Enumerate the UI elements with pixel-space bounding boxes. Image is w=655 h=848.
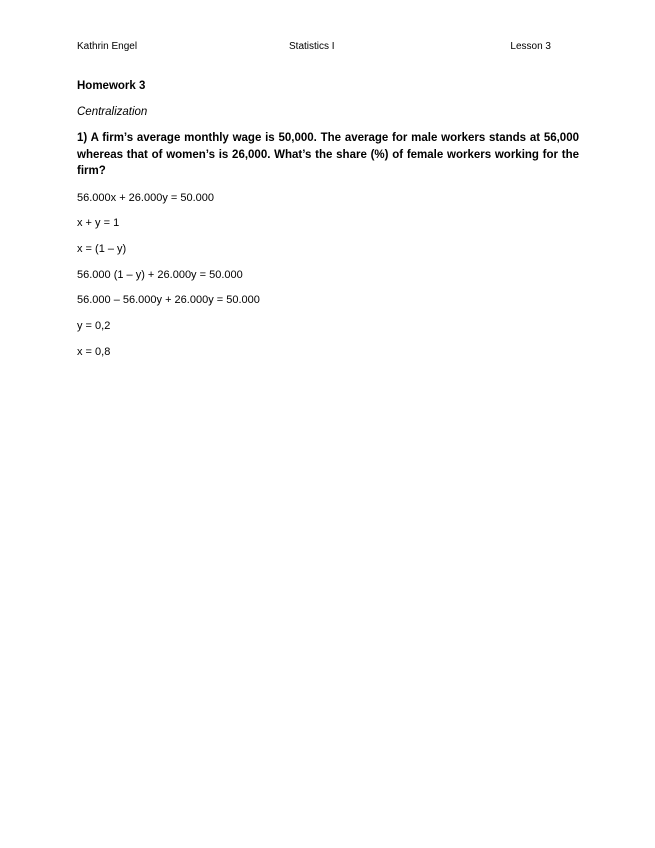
header-author: Kathrin Engel bbox=[77, 41, 138, 52]
homework-title: Homework 3 bbox=[77, 80, 146, 92]
solution-step: x + y = 1 bbox=[77, 217, 120, 230]
header-course: Statistics I bbox=[289, 41, 335, 52]
header-lesson: Lesson 3 bbox=[510, 41, 551, 52]
solution-step: 56.000x + 26.000y = 50.000 bbox=[77, 191, 215, 204]
solution-step: y = 0,2 bbox=[77, 319, 111, 332]
section-subtitle: Centralization bbox=[77, 106, 148, 118]
page-header bbox=[77, 40, 551, 54]
question-text: 1) A firm’s average monthly wage is 50,000. The average for male workers stands at 56,000 whereas that of women’s is 26,000. What’s the share (%) of female workers working for the firm? bbox=[77, 132, 579, 177]
document-body bbox=[77, 78, 579, 369]
solution-step: 56.000 (1 – y) + 26.000y = 50.000 bbox=[77, 268, 243, 281]
solution-step: x = (1 – y) bbox=[77, 242, 127, 255]
solution-step: x = 0,8 bbox=[77, 345, 111, 358]
solution-step: 56.000 – 56.000y + 26.000y = 50.000 bbox=[77, 294, 260, 307]
